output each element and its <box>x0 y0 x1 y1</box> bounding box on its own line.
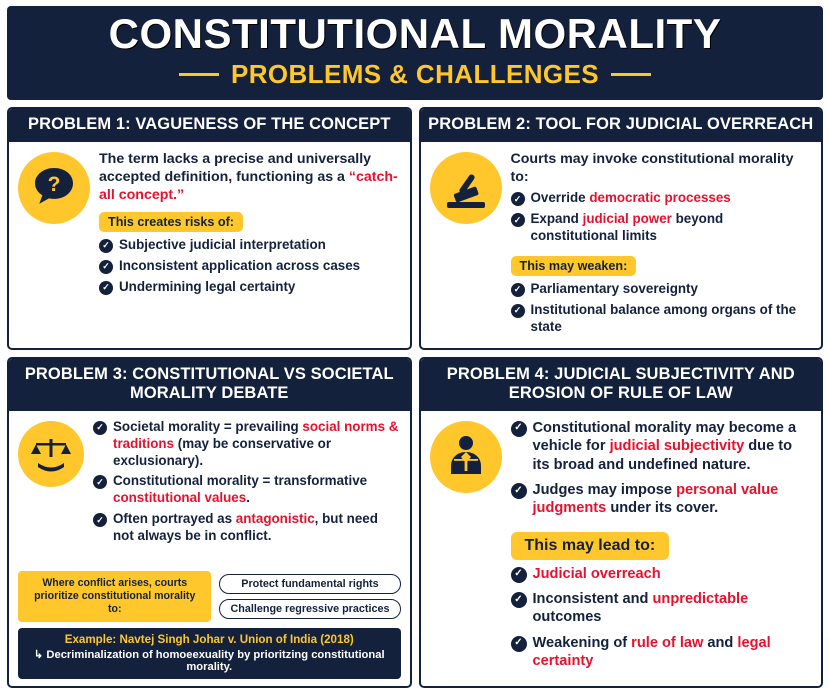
list-item <box>511 211 813 245</box>
check-icon: ✓ <box>511 483 527 499</box>
check-icon: ✓ <box>99 260 113 274</box>
gavel-icon <box>430 152 502 224</box>
card-4-heading: PROBLEM 4: JUDICIAL SUBJECTIVITY AND EROSION OF RULE OF LAW <box>421 359 822 411</box>
bullet-text <box>113 473 401 507</box>
text-seg: . <box>246 490 250 506</box>
list-item <box>93 511 401 545</box>
card-problem-3 <box>7 357 412 688</box>
card-2-lead: Courts may invoke constitutional morality to: <box>510 150 794 186</box>
cards-grid <box>7 107 823 687</box>
text-seg: and <box>703 634 738 651</box>
list-item <box>511 634 813 671</box>
text-seg: Constitutional morality may become a vehicle for <box>532 419 797 455</box>
bullet-text: Parliamentary sovereignty <box>530 281 698 297</box>
divider-left <box>179 73 219 76</box>
text-seg: Societal morality = prevailing <box>113 418 303 434</box>
card-1-heading: PROBLEM 1: VAGUENESS OF THE CONCEPT <box>9 109 410 141</box>
check-icon: ✓ <box>511 421 527 437</box>
text-seg: , but need not always be in conflict. <box>113 511 378 544</box>
card-4-outcome-list <box>511 565 813 671</box>
list-item <box>511 190 813 207</box>
card-2-heading: PROBLEM 2: TOOL FOR JUDICIAL OVERREACH <box>421 109 822 141</box>
card-1-icon-wrap <box>18 150 90 340</box>
check-icon: ✓ <box>93 475 107 489</box>
question-speech-bubble-icon <box>18 152 90 224</box>
check-icon: ✓ <box>93 421 107 435</box>
check-icon: ✓ <box>99 281 113 295</box>
bullet-text <box>533 419 813 474</box>
text-seg: Override <box>530 190 590 206</box>
list-item <box>93 419 401 470</box>
flow-option-protect-rights[interactable]: Protect fundamental rights <box>219 574 400 594</box>
text-seg: due to its broad and undefined nature. <box>532 438 793 473</box>
card-3-icon-wrap <box>18 419 84 566</box>
bullet-text <box>533 481 813 518</box>
flow-option-challenge-practices[interactable]: Challenge regressive practices <box>219 599 400 619</box>
list-item <box>511 281 813 298</box>
text-seg-accent: social norms & traditions <box>113 418 399 451</box>
card-2-body <box>421 142 822 348</box>
card-2-content <box>511 150 813 340</box>
list-item <box>511 419 813 474</box>
check-icon: ✓ <box>99 239 113 253</box>
card-problem-1 <box>7 107 412 350</box>
text-seg: under its cover. <box>606 500 719 517</box>
example-title: Example: Navtej Singh Johar v. Union of India (2018) <box>64 632 354 646</box>
check-icon: ✓ <box>511 567 527 583</box>
card-4-icon-wrap <box>430 419 502 678</box>
bullet-text: Undermining legal certainty <box>119 278 296 294</box>
list-item <box>99 237 401 254</box>
check-icon: ✓ <box>511 213 525 227</box>
hand-holding-scales-icon <box>18 421 84 487</box>
text-seg-accent: constitutional values <box>113 490 247 506</box>
bullet-text: Institutional balance among organs of the state <box>530 302 797 334</box>
text-seg-accent: judicial power <box>582 211 672 227</box>
card-4-pill: This may lead to: <box>511 532 670 560</box>
card-2-bullet-list <box>511 281 813 336</box>
card-3-flow-section <box>9 569 410 685</box>
card-1-lead-part-1: The term lacks a precise and universally accepted definition, functioning as a <box>99 150 372 186</box>
example-box <box>18 628 401 679</box>
card-2-top-bullets <box>511 190 813 245</box>
bullet-text <box>531 211 813 245</box>
card-2-icon-wrap <box>430 150 502 340</box>
card-problem-2 <box>419 107 824 350</box>
text-seg-accent: antagonistic <box>235 511 315 527</box>
card-4-content <box>511 419 813 678</box>
bullet-text <box>113 419 401 470</box>
text-seg: Expand <box>530 211 583 227</box>
card-4-bullet-list <box>511 419 813 518</box>
text-seg-accent: legal certainty <box>532 634 771 670</box>
divider-right <box>611 73 651 76</box>
page-title: CONSTITUTIONAL MORALITY <box>108 10 722 57</box>
card-4-body <box>421 411 822 686</box>
text-seg: Weakening of <box>532 634 632 651</box>
card-3-content <box>93 419 401 566</box>
text-seg: Judges may impose <box>532 481 677 498</box>
list-item <box>511 481 813 518</box>
list-item <box>99 258 401 275</box>
text-seg-accent: unpredictable <box>652 591 749 607</box>
check-icon: ✓ <box>511 304 525 318</box>
card-1-lead-accent: “catch-all concept.” <box>99 169 398 204</box>
card-3-body <box>9 411 410 570</box>
bullet-text <box>531 190 731 207</box>
text-seg: Inconsistent and <box>532 591 653 607</box>
flow-row <box>18 571 401 621</box>
list-item <box>511 590 813 627</box>
list-item <box>511 302 813 336</box>
text-seg: outcomes <box>532 609 602 626</box>
bullet-text: Subjective judicial interpretation <box>119 236 326 252</box>
check-icon: ✓ <box>511 592 527 608</box>
text-seg-accent: rule of law <box>631 634 704 651</box>
card-3-bullet-list <box>93 419 401 545</box>
check-icon: ✓ <box>511 192 525 206</box>
text-seg-accent: personal value judgments <box>532 481 779 517</box>
text-seg: beyond constitutional limits <box>530 211 724 244</box>
card-2-pill: This may weaken: <box>511 256 637 276</box>
text-seg: Often portrayed as <box>113 511 236 527</box>
text-seg-accent: Judicial overreach <box>532 565 661 582</box>
svg-text:?: ? <box>47 172 61 196</box>
text-seg-accent: democratic processes <box>589 190 731 206</box>
bullet-text: Inconsistent application across cases <box>119 257 361 273</box>
bullet-text <box>533 634 813 671</box>
subtitle-row <box>17 59 813 90</box>
example-text: ↳ Decriminalization of homoeexuality by prioritzing constitutional morality. <box>33 648 385 673</box>
bullet-text <box>533 590 813 627</box>
list-item <box>511 565 813 583</box>
card-problem-4 <box>419 357 824 688</box>
text-seg: Constitutional morality = transformative <box>113 473 368 489</box>
card-1-content <box>99 150 401 340</box>
bullet-text <box>113 511 401 545</box>
flow-options <box>219 574 400 619</box>
check-icon: ✓ <box>511 636 527 652</box>
flow-label: Where conflict arises, courts prioritize constitutional morality to: <box>18 571 211 621</box>
list-item <box>99 279 401 296</box>
card-1-body <box>9 142 410 348</box>
card-1-lead <box>99 150 401 205</box>
judge-scales-person-icon <box>430 421 502 493</box>
bullet-text <box>533 565 661 583</box>
check-icon: ✓ <box>511 283 525 297</box>
card-1-pill: This creates risks of: <box>99 212 243 232</box>
text-seg: (may be conservative or exclusionary). <box>113 435 332 468</box>
check-icon: ✓ <box>93 513 107 527</box>
infographic-header <box>7 6 823 100</box>
text-seg-accent: judicial subjectivity <box>609 438 745 455</box>
page-subtitle: PROBLEMS & CHALLENGES <box>230 59 600 90</box>
card-1-bullet-list <box>99 237 401 296</box>
card-3-heading: PROBLEM 3: CONSTITUTIONAL VS SOCIETAL MORALITY DEBATE <box>9 359 410 411</box>
list-item <box>93 473 401 507</box>
